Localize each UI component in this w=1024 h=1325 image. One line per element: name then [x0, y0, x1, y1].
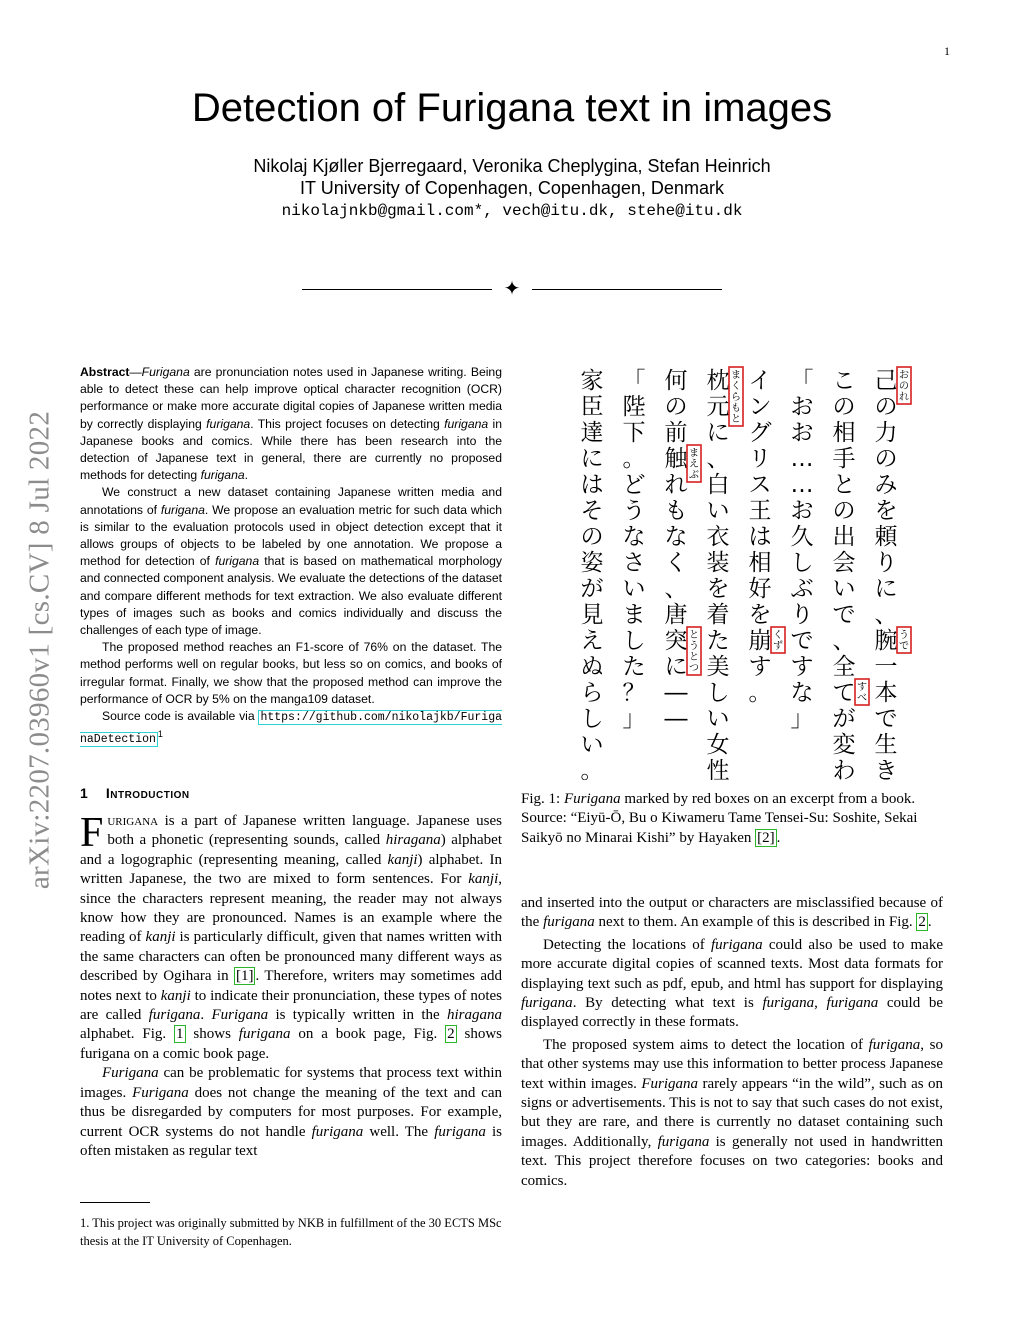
text-run: . Therefore, writers may sometimes add notes next to [80, 968, 502, 1004]
text-run: shows furigana on a comic book page. [80, 1026, 502, 1062]
japanese-character: れ [664, 472, 688, 498]
japanese-character: お [790, 394, 814, 420]
abstract-paragraph-4 [80, 708, 502, 748]
japanese-character: し [790, 550, 814, 576]
japanese-character: 性 [706, 758, 730, 780]
japanese-character: の [664, 394, 688, 420]
abstract-paragraph-1 [80, 364, 502, 484]
section-heading [80, 785, 190, 801]
right-column-text [521, 894, 943, 1191]
text-run: can be problematic for systems that process text within images. [80, 1065, 502, 1101]
japanese-character: ど [622, 472, 646, 498]
text-run: Detecting the locations of [543, 936, 711, 953]
japanese-character: 白 [706, 472, 730, 498]
furigana-figure-canvas [556, 360, 916, 780]
text-run: The proposed system aims to detect the location of [543, 1036, 869, 1053]
italic-term: Furigana [211, 1007, 269, 1024]
japanese-character: ― [664, 680, 688, 706]
text-run: . [244, 468, 249, 483]
furigana-character: ま [689, 448, 699, 459]
source-code-prefix: Source code is available via [102, 709, 259, 724]
italic-term: Furigana [563, 791, 621, 807]
text-run: well. The [363, 1123, 435, 1140]
japanese-character: こ [832, 368, 856, 394]
japanese-character: を [706, 576, 730, 602]
furigana-character: く [773, 630, 783, 641]
italic-term: furigana [762, 995, 815, 1012]
japanese-character: 「 [790, 368, 814, 394]
italic-term: furigana [206, 416, 251, 431]
furigana-character: も [731, 403, 741, 414]
italic-term: furigana [444, 416, 489, 431]
italic-term: furigana [434, 1123, 486, 1140]
japanese-character: 、 [706, 446, 730, 472]
italic-term: furigana [238, 1026, 291, 1043]
reference-link[interactable]: 2 [918, 914, 926, 931]
japanese-character: く [664, 550, 688, 576]
japanese-character: し [622, 628, 646, 654]
japanese-character: 、 [874, 602, 898, 628]
japanese-character: 唐 [664, 602, 688, 628]
text-run: shows [185, 1026, 239, 1043]
japanese-character: い [580, 732, 604, 758]
italic-term: kanji [160, 987, 191, 1004]
text-run: could be displayed correctly in these formats. [521, 995, 944, 1031]
furigana-character: で [899, 641, 909, 652]
introduction-text [80, 812, 502, 1161]
abstract-paragraph-3: The proposed method reaches an F1-score of 76% on the dataset. The method performs well on regular books, but less so on comics, and books of irregular format. Finally, we show that the proposed method can improve the performance of OCR by 5% on the manga109 dataset. [80, 640, 502, 706]
furigana-character: く [731, 381, 741, 392]
japanese-character: 好 [748, 576, 772, 602]
text-run: ) alphabet and a logographic (representing meaning, called [80, 832, 503, 868]
italic-term: Furigana [102, 1065, 159, 1082]
japanese-character: と [832, 472, 856, 498]
italic-term: Furigana [141, 365, 190, 379]
italic-term: hiragana [385, 832, 441, 849]
japanese-character: し [580, 706, 604, 732]
text-run: alphabet. Fig. [80, 1026, 175, 1043]
text-run: We construct a new dataset containing Japanese written media and annotations of [80, 485, 502, 517]
japanese-character: 崩 [748, 628, 772, 654]
japanese-character: さ [622, 550, 646, 576]
figure-1-caption [521, 790, 943, 848]
japanese-character: 枕 [706, 368, 730, 394]
author-affiliation: IT University of Copenhagen, Copenhagen, Denmark [300, 178, 724, 198]
japanese-character: グ [748, 420, 772, 446]
japanese-character: 。 [580, 758, 604, 780]
section-title: Introduction [105, 785, 190, 801]
furigana-character: ま [731, 370, 741, 381]
text-run: is generally not used in handwritten text. This project therefore focuses on two categories: books and comics. [521, 1133, 943, 1189]
japanese-character: を [874, 498, 898, 524]
japanese-character: り [874, 550, 898, 576]
text-run: that is based on mathematical morphology and connected component analysis. We evaluate the detections of the dataset and compare different methods for text extraction. We also evaluate different types of images such as books and comics individually and discuss the challenges of each type of image. [80, 554, 502, 638]
text-run: does not change the meaning of the text and can thus be disregarded by computers for most purposes. For example, current OCR systems do not handle [80, 1084, 502, 1140]
furigana-character: つ [689, 663, 699, 674]
japanese-character: 本 [874, 680, 898, 706]
section-number: 1 [80, 785, 89, 801]
furigana-character: え [689, 459, 699, 470]
abstract [80, 364, 502, 749]
text-run: Fig. 1: [521, 791, 564, 807]
italic-term: furigana [710, 936, 763, 953]
japanese-character: は [580, 472, 604, 498]
text-run: . By detecting what text is [572, 995, 763, 1012]
right-paragraph-3 [521, 1036, 943, 1191]
right-paragraph-1 [521, 894, 943, 933]
japanese-character: 久 [790, 524, 814, 550]
japanese-character: お [790, 420, 814, 446]
japanese-character: 頼 [874, 524, 898, 550]
japanese-character: は [748, 524, 772, 550]
japanese-character: た [622, 654, 646, 680]
japanese-character: す [790, 654, 814, 680]
japanese-character: 、 [664, 576, 688, 602]
text-run: could also be used to make more accurate digital copies of scanned texts. Most data formats for displaying text such as pdf, epub, and html has support for displaying [521, 936, 943, 992]
japanese-character: 会 [832, 550, 856, 576]
japanese-character: も [664, 498, 688, 524]
furigana-character: う [899, 630, 909, 641]
japanese-character: 触 [664, 446, 688, 472]
abstract-paragraph-2 [80, 484, 502, 639]
japanese-character: 力 [874, 420, 898, 446]
japanese-character: イ [748, 368, 772, 394]
japanese-character: 。 [748, 680, 772, 706]
japanese-character: ？ [622, 680, 646, 706]
japanese-character: の [832, 498, 856, 524]
japanese-character: ぶ [790, 576, 814, 602]
japanese-character: 何 [664, 368, 688, 394]
japanese-character: ス [748, 472, 772, 498]
japanese-character: い [622, 576, 646, 602]
japanese-character: ― [664, 706, 688, 732]
page-number: 1 [944, 44, 950, 58]
furigana-character: ず [773, 641, 783, 652]
footnote: 1. This project was originally submitted by NKB in fulfillment of the 30 ECTS MSc thesis at the IT University of Copenhagen. [80, 1216, 502, 1248]
furigana-character: と [731, 414, 741, 425]
japanese-character: リ [748, 446, 772, 472]
japanese-character: 、 [832, 628, 856, 654]
italic-term: kanji [145, 929, 176, 946]
japanese-character: き [874, 758, 898, 780]
right-paragraph-2 [521, 936, 943, 1033]
japanese-character: 衣 [706, 524, 730, 550]
text-run: is often mistaken as regular text [80, 1123, 502, 1159]
reference-link[interactable]: 2 [447, 1026, 455, 1043]
italic-term: Furigana [132, 1084, 189, 1101]
japanese-character: う [622, 498, 646, 524]
furigana-character: お [899, 370, 909, 381]
furigana-character: ぶ [689, 470, 699, 481]
japanese-character: 変 [832, 732, 856, 758]
text-run: , since the characters represent meaning, the reader may not always know how they are pronounced. Names is an example where the reading of [80, 871, 502, 946]
italic-term: furigana [311, 1123, 364, 1140]
japanese-character: 家 [580, 368, 604, 394]
japanese-character: て [832, 680, 856, 706]
furigana-character: と [689, 630, 699, 641]
arxiv-identifier [0, 360, 80, 940]
japanese-character: が [580, 576, 604, 602]
japanese-character: そ [580, 498, 604, 524]
japanese-character: 。 [622, 446, 646, 472]
abstract-label: Abstract [80, 365, 130, 379]
japanese-character: 装 [706, 550, 730, 576]
japanese-character: 前 [664, 420, 688, 446]
japanese-character: に [580, 446, 604, 472]
japanese-character: 着 [706, 602, 730, 628]
japanese-character: の [874, 394, 898, 420]
japanese-character: 腕 [874, 628, 898, 654]
japanese-character: み [874, 472, 898, 498]
italic-term: furigana [215, 554, 260, 569]
japanese-character: ン [748, 394, 772, 420]
small-caps-text: urigana [107, 813, 159, 829]
japanese-character: の [832, 394, 856, 420]
text-run: and inserted into the output or characters are misclassified because of the [521, 895, 943, 931]
japanese-character: 王 [748, 498, 772, 524]
japanese-character: な [664, 524, 688, 550]
italic-term: furigana [826, 995, 879, 1012]
text-run: marked by red boxes on an excerpt from a book. Source: “Eiyū-Ō, Bu o Kiwameru Tame Tensei-Su: Soshite, Sekai Saikyō no Minarai Kishi” by Hayaken [521, 791, 918, 846]
furigana-character: れ [899, 392, 909, 403]
italic-term: furigana [868, 1036, 921, 1053]
italic-term: Furigana [641, 1075, 699, 1092]
japanese-character: を [748, 602, 772, 628]
japanese-character: 臣 [580, 394, 604, 420]
text-run: next to them. An example of this is described in Fig. [594, 914, 917, 931]
text-run: is typically written in the [268, 1007, 447, 1024]
japanese-character: … [790, 472, 814, 498]
figure-1-book-excerpt [556, 360, 916, 780]
japanese-character: な [622, 524, 646, 550]
japanese-character: い [832, 576, 856, 602]
japanese-character: い [706, 706, 730, 732]
italic-term: furigana [657, 1133, 710, 1150]
italic-term: furigana [543, 914, 595, 931]
intro-paragraph-1 [80, 812, 502, 1064]
japanese-character: り [790, 602, 814, 628]
japanese-character: お [790, 498, 814, 524]
footnote-rule [80, 1202, 150, 1203]
italic-term: kanji [387, 851, 418, 868]
text-run: . This project focuses on detecting [250, 416, 445, 431]
japanese-character: 己 [874, 368, 898, 394]
drop-cap: F [80, 810, 104, 856]
japanese-character: 」 [790, 706, 814, 732]
japanese-character: 達 [580, 420, 604, 446]
separator-rule-left [302, 289, 492, 290]
japanese-character: ま [622, 602, 646, 628]
text-run: , [814, 995, 827, 1012]
intro-paragraph-2 [80, 1064, 502, 1161]
japanese-character: す [748, 654, 772, 680]
japanese-character: た [706, 628, 730, 654]
text-run: . [927, 914, 932, 931]
japanese-character: な [790, 680, 814, 706]
text-run: in Japanese books and comics. While there has been research into the detection of Japanese text in general, there are currently no proposed methods for detecting [80, 416, 503, 483]
furigana-character: と [689, 652, 699, 663]
italic-term: furigana [160, 502, 205, 517]
reference-link[interactable]: [1] [235, 968, 254, 985]
japanese-character: 全 [832, 654, 856, 680]
japanese-character: に [664, 654, 688, 680]
abstract-dash: — [129, 365, 142, 379]
japanese-character: に [874, 576, 898, 602]
japanese-character: わ [832, 758, 856, 780]
furigana-character: の [899, 381, 909, 392]
italic-term: hiragana [446, 1007, 502, 1024]
source-code-link[interactable]: https://github.com/nikolajkb/FuriganaDetection [80, 711, 502, 747]
text-run: to indicate their pronunciation, these types of notes are called [80, 987, 502, 1024]
text-run: , so that other systems may use this information to better process Japanese text within images. [521, 1036, 943, 1092]
japanese-character: ら [580, 680, 604, 706]
italic-term: furigana [200, 468, 245, 483]
arxiv-identifier-text: arXiv:2207.03960v1 [cs.CV] 8 Jul 2022 [23, 410, 56, 890]
paper-title: Detection of Furigana text in images [191, 86, 833, 130]
japanese-character: 陛 [622, 394, 646, 420]
japanese-character: に [706, 420, 730, 446]
japanese-character: の [580, 524, 604, 550]
italic-term: furigana [148, 1007, 201, 1024]
japanese-character: で [874, 706, 898, 732]
japanese-character: が [832, 706, 856, 732]
japanese-character: 美 [706, 654, 730, 680]
separator-rule-right [532, 289, 722, 290]
author-emails: nikolajnkb@gmail.com*, vech@itu.dk, stehe@itu.dk [281, 202, 743, 220]
author-block [0, 155, 1024, 199]
text-run: . [200, 1007, 212, 1024]
japanese-character: 「 [622, 368, 646, 394]
japanese-character: 相 [748, 550, 772, 576]
japanese-character: … [790, 446, 814, 472]
japanese-character: 手 [832, 446, 856, 472]
japanese-character: 相 [832, 420, 856, 446]
text-run: . [776, 829, 781, 846]
reference-link[interactable]: [2] [757, 829, 775, 846]
japanese-character: 」 [622, 706, 646, 732]
italic-term: kanji [468, 871, 499, 888]
separator-star-icon: ✦ [503, 278, 521, 300]
japanese-character: で [790, 628, 814, 654]
furigana-character: べ [857, 693, 867, 704]
japanese-character: 突 [664, 628, 688, 654]
japanese-character: い [706, 498, 730, 524]
furigana-character: う [689, 641, 699, 652]
japanese-character: 下 [622, 420, 646, 446]
text-run: on a book page, Fig. [290, 1026, 446, 1043]
japanese-character: 女 [706, 732, 730, 758]
footnote-marker[interactable]: 1 [157, 729, 163, 740]
japanese-character: で [832, 602, 856, 628]
text-run: ) alphabet. In written Japanese, the two are mixed to form sentences. For [80, 851, 502, 888]
japanese-character: 見 [580, 602, 604, 628]
text-run: is a part of Japanese written language. Japanese uses both a phonetic (representing sounds, called [107, 813, 502, 849]
text-run: . We propose an evaluation metric for such data which is similar to the evaluation protocols used in object detection except that it allows groups of objects to be labeled by one annotation. We propose a method for detection of [80, 502, 502, 569]
japanese-character: 出 [832, 524, 856, 550]
japanese-character: 元 [706, 394, 730, 420]
text-run: are pronunciation notes used in Japanese writing. Being able to detect these can help improve optical character recognition (OCR) performance or make more accurate digital copies of Japanese written media by correctly displaying [80, 365, 502, 431]
japanese-character: え [580, 628, 604, 654]
japanese-character: ぬ [580, 654, 604, 680]
japanese-character: 姿 [580, 550, 604, 576]
japanese-character: 生 [874, 732, 898, 758]
reference-link[interactable]: 1 [176, 1026, 184, 1043]
japanese-character: 一 [874, 654, 898, 680]
furigana-character: す [857, 682, 867, 693]
author-names: Nikolaj Kjøller Bjerregaard, Veronika Cheplygina, Stefan Heinrich [253, 156, 771, 176]
japanese-character: の [874, 446, 898, 472]
text-run: rarely appears “in the wild”, such as on signs or advertisements. This is not to say that such cases do not exist, but they are rare, and there is currently no dataset containing such images. Additionally, [521, 1075, 943, 1150]
italic-term: furigana [521, 995, 573, 1012]
text-run: is particularly difficult, given that names written with the same characters can often be pronounced many different ways as described by Ogihara in [80, 929, 502, 985]
furigana-character: ら [731, 392, 741, 403]
japanese-character: し [706, 680, 730, 706]
